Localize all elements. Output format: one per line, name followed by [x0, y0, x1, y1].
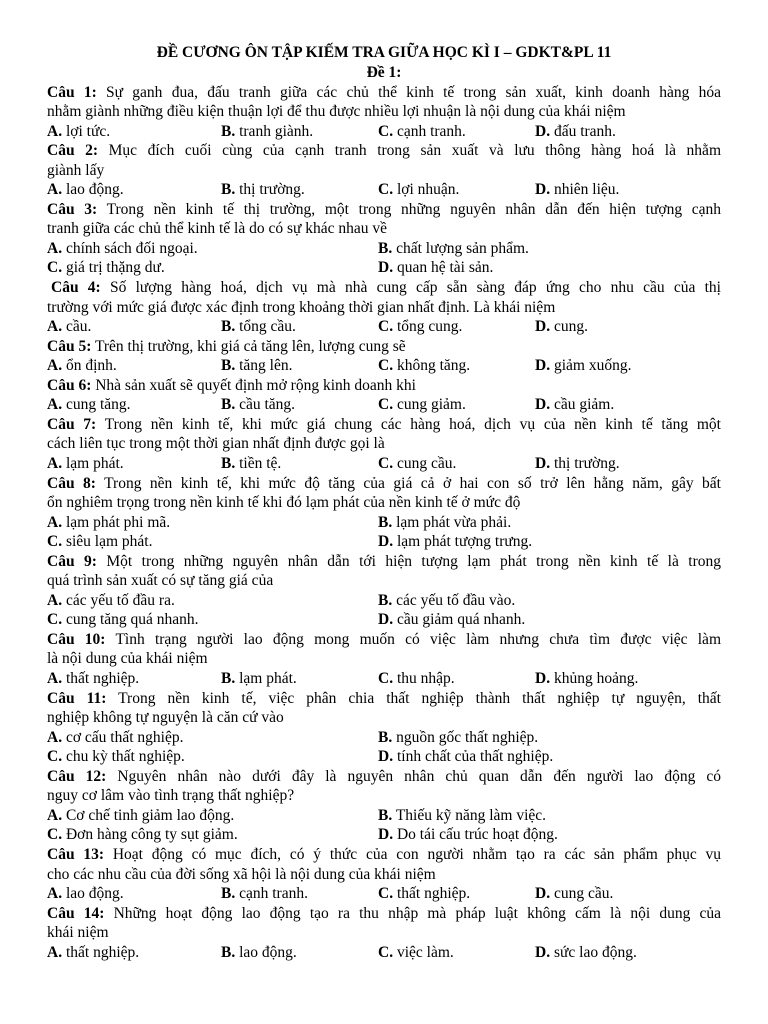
option-text: cầu.	[62, 318, 92, 336]
answer-option	[378, 356, 470, 376]
question-text-line	[47, 904, 721, 924]
answer-option	[378, 610, 525, 630]
question-text-line	[47, 415, 721, 435]
answer-option	[47, 728, 183, 748]
answer-option	[47, 180, 124, 200]
question-text: Nhà sản xuất sẽ quyết định mở rộng kinh doanh khi	[95, 376, 416, 394]
question-text: khái niệm	[47, 924, 109, 942]
option-letter: D.	[535, 181, 551, 199]
question-label: Câu 4:	[51, 279, 101, 296]
option-text: chất lượng sản phẩm.	[392, 239, 529, 257]
question-text: cho các nhu cầu của đời sống xã hội là nội dung của khái niệm	[47, 865, 436, 883]
option-letter: B.	[221, 181, 236, 199]
question-text: Một trong những nguyên nhân dẫn tới hiện tượng lạm phát trong nền kinh tế là trong	[106, 552, 721, 570]
answer-option	[221, 180, 305, 200]
question-text: Tình trạng người lao động mong muốn có việc làm nhưng chưa tìm được việc làm	[115, 630, 721, 648]
question-label: Câu 9:	[47, 552, 97, 570]
option-text: tiền tệ.	[235, 454, 282, 472]
option-letter: B.	[221, 454, 236, 472]
question-label: Câu 1:	[47, 83, 97, 101]
option-text: các yếu tố đầu ra.	[62, 591, 175, 609]
question-text-line	[47, 923, 721, 943]
question-text: cách liên tục trong một thời gian nhất định được gọi là	[47, 435, 385, 453]
question-label: Câu 13:	[47, 845, 105, 863]
option-letter: C.	[378, 396, 394, 414]
options-row	[47, 943, 721, 963]
option-letter: C.	[47, 611, 63, 629]
options-row	[47, 317, 721, 337]
answer-option	[378, 728, 538, 748]
option-letter: C.	[47, 826, 63, 844]
option-letter: A.	[47, 591, 63, 609]
document-subtitle: Đề 1:	[366, 64, 402, 81]
question-text: nghiệp không tự nguyện là căn cứ vào	[47, 709, 284, 727]
option-text: cung tăng.	[62, 396, 131, 414]
option-letter: C.	[378, 454, 394, 472]
option-text: lợi tức.	[62, 122, 111, 140]
options-row	[47, 122, 721, 142]
option-letter: A.	[47, 122, 63, 140]
answer-option	[378, 180, 459, 200]
options-row	[47, 669, 721, 689]
option-letter: B.	[221, 943, 236, 961]
option-letter: D.	[535, 318, 551, 336]
option-text: thị trường.	[550, 454, 620, 472]
options-row	[47, 825, 721, 845]
options-row	[47, 513, 721, 533]
option-text: lợi nhuận.	[393, 181, 460, 199]
answer-option	[378, 669, 455, 689]
option-text: nhiên liệu.	[550, 181, 620, 199]
question-label: Câu 6:	[47, 376, 92, 394]
option-letter: D.	[378, 533, 394, 551]
option-letter: C.	[378, 181, 394, 199]
answer-option	[47, 610, 199, 630]
question-text-line	[47, 474, 721, 494]
option-text: việc làm.	[393, 943, 454, 961]
question-text-line	[47, 298, 721, 318]
option-text: ổn định.	[62, 357, 117, 375]
answer-option	[378, 513, 511, 533]
option-letter: A.	[47, 454, 63, 472]
answer-option	[535, 122, 616, 142]
option-letter: D.	[535, 454, 551, 472]
answer-option	[535, 180, 619, 200]
option-text: cung cầu.	[550, 885, 614, 903]
option-text: cơ cấu thất nghiệp.	[62, 728, 184, 746]
question-text-line	[47, 552, 721, 572]
option-letter: C.	[378, 943, 394, 961]
option-text: lạm phát phi mã.	[62, 513, 171, 531]
question-text-line	[47, 689, 721, 709]
question-text: giành lấy	[47, 161, 105, 179]
option-letter: B.	[378, 513, 393, 531]
question-text-line	[47, 102, 721, 122]
option-text: cạnh tranh.	[235, 885, 308, 903]
option-letter: C.	[378, 885, 394, 903]
question-text: Trong nền kinh tế thị trường, một trong những nguyên nhân dẫn đến hiện tượng cạnh	[106, 200, 721, 218]
option-letter: D.	[378, 611, 394, 629]
answer-option	[378, 884, 470, 904]
answer-option	[47, 669, 139, 689]
option-letter: C.	[47, 259, 63, 277]
question-text-line	[47, 865, 721, 885]
answer-option	[47, 258, 165, 278]
option-text: lạm phát tượng trưng.	[393, 533, 533, 551]
options-row	[47, 258, 721, 278]
options-row	[47, 747, 721, 767]
answer-option	[47, 532, 152, 552]
option-text: không tăng.	[393, 357, 471, 375]
answer-option	[378, 122, 466, 142]
option-text: các yếu tố đầu vào.	[392, 591, 516, 609]
option-text: giảm xuống.	[550, 357, 632, 375]
option-letter: A.	[47, 670, 63, 687]
answer-option	[47, 943, 139, 963]
answer-option	[535, 454, 620, 474]
answer-option	[535, 356, 631, 376]
question-label: Câu 8:	[47, 474, 96, 492]
option-letter: B.	[378, 806, 393, 824]
option-text: chu kỳ thất nghiệp.	[62, 748, 185, 766]
answer-option	[378, 825, 558, 845]
option-text: thu nhập.	[393, 670, 455, 687]
option-text: cung cầu.	[393, 454, 457, 472]
option-letter: A.	[47, 513, 63, 531]
answer-option	[221, 884, 308, 904]
option-letter: D.	[535, 396, 551, 414]
option-text: nguồn gốc thất nghiệp.	[392, 728, 539, 746]
option-text: lao động.	[62, 181, 124, 199]
option-text: lạm phát vừa phải.	[392, 513, 512, 531]
options-row	[47, 356, 721, 376]
question-text-line	[47, 767, 721, 787]
question-text-line	[47, 161, 721, 181]
option-text: thất nghiệp.	[393, 885, 471, 903]
question-text-line	[47, 337, 721, 357]
question-text: Trên thị trường, khi giá cả tăng lên, lượng cung sẽ	[94, 337, 406, 355]
option-letter: A.	[47, 885, 63, 903]
answer-option	[378, 317, 462, 337]
option-text: sức lao động.	[550, 943, 637, 961]
question-text-line	[47, 845, 721, 865]
option-text: chính sách đối ngoại.	[62, 239, 198, 257]
question-label: Câu 2:	[47, 142, 99, 160]
option-text: thị trường.	[235, 181, 305, 199]
option-text: Thiếu kỹ năng làm việc.	[392, 806, 547, 824]
question-text: Mục đích cuối cùng của cạnh tranh trong sản xuất và lưu thông hàng hoá là nhằm	[108, 142, 721, 160]
option-text: tính chất của thất nghiệp.	[393, 748, 554, 766]
question-text: nguy cơ lâm vào tình trạng thất nghiệp?	[47, 787, 295, 805]
question-text-line	[47, 376, 721, 396]
answer-option	[47, 454, 124, 474]
question-label: Câu 12:	[47, 767, 107, 785]
option-letter: C.	[47, 533, 63, 551]
answer-option	[47, 356, 117, 376]
option-text: tổng cung.	[393, 318, 463, 336]
option-letter: D.	[535, 885, 551, 903]
question-text-line	[47, 219, 721, 239]
answer-option	[47, 806, 234, 826]
answer-option	[378, 258, 493, 278]
answer-option	[47, 317, 91, 337]
option-text: Đơn hàng công ty sụt giảm.	[62, 826, 238, 844]
option-letter: A.	[47, 943, 63, 961]
option-text: cạnh tranh.	[393, 122, 466, 140]
document-title: ĐỀ CƯƠNG ÔN TẬP KIẾM TRA GIỮA HỌC KÌ I – GDKT&PL 11	[156, 44, 612, 61]
answer-option	[47, 747, 185, 767]
answer-option	[535, 943, 637, 963]
answer-option	[535, 395, 614, 415]
options-row	[47, 591, 721, 611]
question-text-line	[51, 278, 721, 298]
option-letter: B.	[378, 239, 393, 257]
answer-option	[221, 669, 297, 689]
option-letter: D.	[378, 826, 394, 844]
answer-option	[378, 532, 532, 552]
question-text-line	[47, 708, 721, 728]
question-text: Trong nền kinh tế, khi mức giá chung các hàng hoá, dịch vụ của nền kinh tế tăng một	[104, 415, 721, 433]
option-letter: C.	[378, 670, 394, 687]
option-letter: C.	[378, 318, 394, 336]
option-letter: B.	[221, 318, 236, 336]
option-letter: A.	[47, 239, 63, 257]
question-text-line	[47, 200, 721, 220]
option-letter: C.	[378, 122, 394, 140]
answer-option	[378, 806, 546, 826]
option-text: tổng cầu.	[235, 318, 296, 336]
question-text: ổn nghiêm trọng trong nền kinh tế khi đó lạm phát của nền kinh tế ở mức độ	[47, 494, 521, 512]
option-letter: B.	[378, 728, 393, 746]
answer-option	[221, 454, 281, 474]
options-row	[47, 806, 721, 826]
options-row	[47, 395, 721, 415]
option-text: Cơ chế tinh giảm lao động.	[62, 806, 235, 824]
option-text: lao động.	[62, 885, 124, 903]
option-text: cung giảm.	[393, 396, 466, 414]
answer-option	[221, 943, 297, 963]
options-row	[47, 239, 721, 259]
option-letter: B.	[221, 396, 236, 414]
option-text: thất nghiệp.	[62, 943, 140, 961]
options-row	[47, 728, 721, 748]
option-letter: B.	[221, 885, 236, 903]
question-label: Câu 10:	[47, 630, 106, 648]
question-text: tranh giữa các chủ thể kinh tế là do có sự khác nhau về	[47, 220, 388, 238]
option-letter: C.	[378, 357, 394, 375]
option-letter: D.	[535, 357, 551, 375]
option-text: cầu tăng.	[235, 396, 296, 414]
answer-option	[535, 317, 588, 337]
question-text: Hoạt động có mục đích, có ý thức của con người nhằm tạo ra các sản phẩm phục vụ	[112, 845, 722, 863]
option-text: cung.	[550, 318, 588, 336]
option-letter: C.	[47, 748, 63, 766]
options-row	[47, 884, 721, 904]
question-text: trường với mức giá được xác định trong khoảng thời gian nhất định. Là khái niệm	[47, 298, 556, 316]
answer-option	[47, 825, 238, 845]
question-text-line	[47, 434, 721, 454]
options-row	[47, 454, 721, 474]
option-letter: D.	[535, 122, 551, 140]
question-text-line	[47, 493, 721, 513]
option-letter: A.	[47, 357, 63, 375]
question-label: Câu 11:	[47, 689, 107, 707]
option-letter: B.	[221, 357, 236, 375]
answer-option	[47, 513, 170, 533]
question-label: Câu 7:	[47, 415, 97, 433]
answer-option	[221, 356, 292, 376]
option-letter: D.	[535, 670, 551, 687]
question-text: Sự ganh đua, đấu tranh giữa các chủ thể kinh tế trong sản xuất, kinh doanh hàng hóa	[106, 83, 722, 101]
answer-option	[378, 395, 466, 415]
question-text: Những hoạt động lao động tạo ra thu nhập mà pháp luật không cấm là nội dung của	[113, 904, 722, 922]
question-label: Câu 14:	[47, 904, 105, 922]
option-text: đấu tranh.	[550, 122, 616, 140]
option-letter: B.	[221, 670, 236, 687]
option-letter: A.	[47, 318, 63, 336]
question-text-line	[47, 141, 721, 161]
answer-option	[221, 317, 296, 337]
answer-option	[378, 239, 529, 259]
answer-option	[47, 591, 175, 611]
option-letter: A.	[47, 181, 63, 199]
question-label: Câu 5:	[47, 337, 92, 355]
option-letter: A.	[47, 396, 63, 414]
option-text: tranh giành.	[235, 122, 314, 140]
option-text: siêu lạm phát.	[62, 533, 153, 551]
answer-option	[47, 122, 110, 142]
question-text: Trong nền kinh tế, khi mức độ tăng của giá cả ở hai con số trở lên hằng năm, gây bất	[104, 474, 721, 492]
option-text: giá trị thặng dư.	[62, 259, 165, 277]
answer-option	[535, 884, 613, 904]
question-text-line	[47, 649, 721, 669]
question-text: Nguyên nhân nào dưới đây là nguyên nhân chủ quan dẫn đến người lao động có	[117, 767, 721, 785]
option-letter: D.	[535, 943, 551, 961]
answer-option	[47, 239, 198, 259]
question-label: Câu 3:	[47, 200, 98, 218]
answer-option	[378, 747, 553, 767]
option-letter: B.	[221, 122, 236, 140]
option-text: cầu giảm.	[550, 396, 615, 414]
question-text-line	[47, 630, 721, 650]
option-text: Do tái cấu trúc hoạt động.	[393, 826, 558, 844]
question-text: nhằm giành những điều kiện thuận lợi để thu được nhiều lợi nhuận là nội dung của khái niệm	[47, 103, 626, 121]
option-letter: A.	[47, 728, 63, 746]
question-text: là nội dung của khái niệm	[47, 650, 208, 668]
answer-option	[47, 395, 131, 415]
option-text: cầu giảm quá nhanh.	[393, 611, 526, 629]
option-text: lạm phát.	[235, 670, 297, 687]
answer-option	[535, 669, 638, 689]
option-letter: D.	[378, 259, 394, 277]
option-letter: D.	[378, 748, 394, 766]
option-text: lao động.	[235, 943, 297, 961]
question-text-line	[47, 571, 721, 591]
question-text: quá trình sản xuất có sự tăng giá của	[47, 572, 274, 590]
option-text: tăng lên.	[235, 357, 293, 375]
option-text: quan hệ tài sản.	[393, 259, 494, 277]
answer-option	[378, 454, 456, 474]
option-text: lạm phát.	[62, 454, 124, 472]
question-text-line	[47, 83, 721, 103]
answer-option	[221, 122, 313, 142]
option-text: cung tăng quá nhanh.	[62, 611, 199, 629]
answer-option	[47, 884, 124, 904]
option-letter: B.	[378, 591, 393, 609]
options-row	[47, 532, 721, 552]
question-text: Trong nền kinh tế, việc phân chia thất nghiệp thành thất nghiệp tự nguyện, thất	[118, 689, 721, 707]
answer-option	[378, 943, 454, 963]
question-text: Số lượng hàng hoá, dịch vụ mà nhà cung cấp sẵn sàng đáp ứng cho nhu cầu của thị	[109, 279, 721, 296]
answer-option	[221, 395, 295, 415]
option-text: thất nghiệp.	[62, 670, 140, 687]
question-text-line	[47, 786, 721, 806]
option-letter: A.	[47, 806, 63, 824]
option-text: khủng hoảng.	[550, 670, 639, 687]
answer-option	[378, 591, 515, 611]
options-row	[47, 180, 721, 200]
options-row	[47, 610, 721, 630]
